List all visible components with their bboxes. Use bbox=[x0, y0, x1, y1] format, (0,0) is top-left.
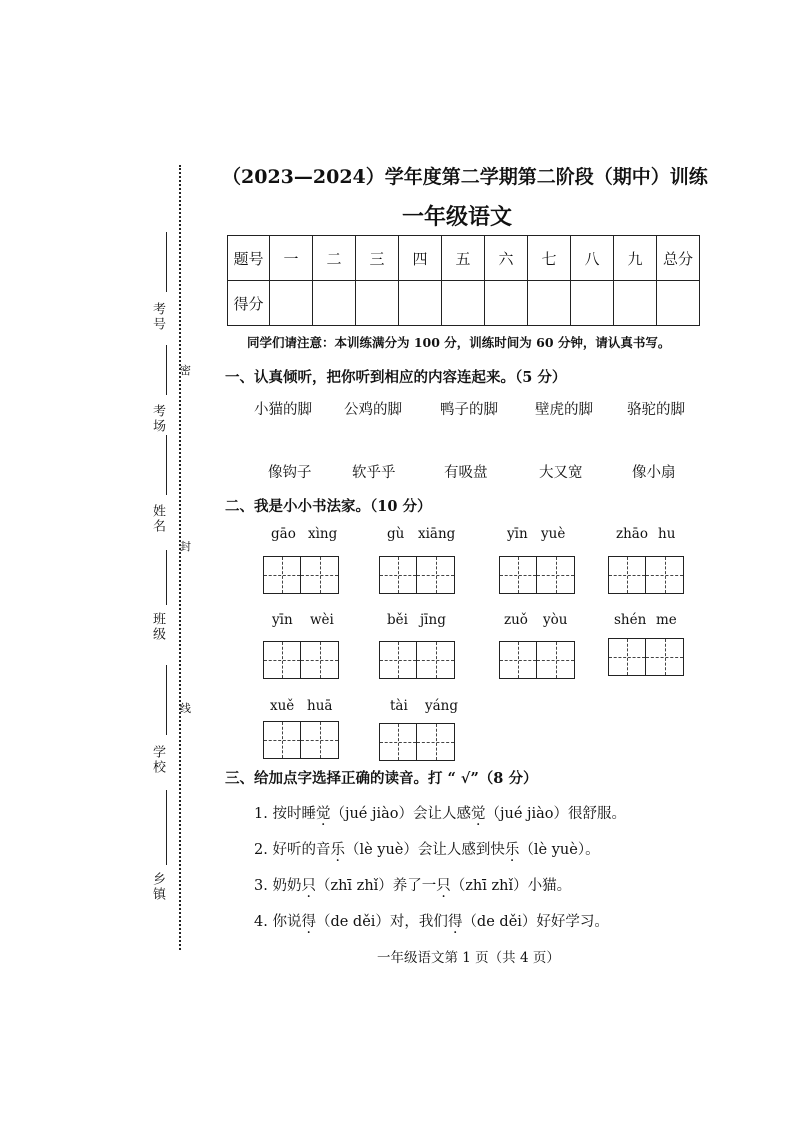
q3-s2-text: （lè yuè）。 bbox=[519, 842, 600, 858]
pinyin: yuè bbox=[541, 526, 566, 542]
seal-char-feng: 封 bbox=[180, 540, 191, 553]
seal-char-xian: 线 bbox=[180, 702, 191, 715]
writing-grid[interactable] bbox=[263, 556, 339, 594]
blank-line-xingming bbox=[166, 435, 167, 495]
exam-title: （2023—2024）学年度第二学期第二阶段（期中）训练 bbox=[222, 166, 708, 188]
score-blank bbox=[571, 281, 614, 326]
score-table-header-row bbox=[228, 236, 700, 281]
pinyin: běi bbox=[387, 612, 408, 628]
writing-grid[interactable] bbox=[263, 721, 339, 759]
q3-s1-text: （jué jiào）很舒服。 bbox=[485, 806, 627, 822]
q3-s3-text: （zhī zhǐ）小猫。 bbox=[450, 878, 572, 894]
dotted-char: 觉 bbox=[315, 806, 331, 822]
score-blank bbox=[356, 281, 399, 326]
score-cell-q4: 四 bbox=[399, 236, 442, 281]
dotted-char: 只 bbox=[436, 878, 451, 894]
writing-grid[interactable] bbox=[608, 556, 684, 594]
score-blank bbox=[442, 281, 485, 326]
pinyin: yòu bbox=[543, 612, 568, 628]
blank-line-kaohao bbox=[166, 232, 167, 292]
q3-sentence-1 bbox=[254, 802, 626, 823]
label-kaohao: 考号 bbox=[150, 302, 165, 332]
pinyin: xuě bbox=[270, 698, 295, 714]
blank-line-kaochang bbox=[166, 345, 167, 395]
pinyin: yáng bbox=[425, 698, 459, 714]
score-blank bbox=[485, 281, 528, 326]
seal-dotted-line bbox=[179, 165, 181, 950]
score-row-label: 得分 bbox=[228, 281, 270, 326]
score-blank bbox=[399, 281, 442, 326]
writing-grid[interactable] bbox=[499, 641, 575, 679]
q1-top-item: 鸭子的脚 bbox=[440, 402, 498, 418]
score-table-score-row bbox=[228, 281, 700, 326]
q3-sentence-2 bbox=[254, 838, 600, 859]
score-cell-q2: 二 bbox=[313, 236, 356, 281]
pinyin: zuǒ bbox=[504, 612, 528, 628]
q3-s2-text: 2. 好听的音 bbox=[254, 842, 331, 858]
q3-s3-text: 3. 奶奶 bbox=[254, 878, 302, 894]
q3-sentence-4 bbox=[254, 910, 609, 931]
q3-heading: 三、给加点字选择正确的读音。打 “ √”（8 分） bbox=[225, 770, 538, 787]
dotted-char: 得 bbox=[301, 914, 316, 930]
pinyin: xìng bbox=[308, 526, 338, 542]
pinyin: gāo bbox=[271, 526, 296, 542]
seal-char-mi: 密 bbox=[180, 364, 191, 377]
pinyin: huā bbox=[307, 698, 333, 714]
blank-line-xiangzhen bbox=[166, 790, 167, 865]
q3-s4-text: （de děi）好好学习。 bbox=[462, 914, 609, 930]
q3-s1-text: （jué jiào）会让人感 bbox=[330, 806, 471, 822]
score-cell-q9: 九 bbox=[614, 236, 657, 281]
score-cell-q5: 五 bbox=[442, 236, 485, 281]
q1-heading: 一、认真倾听，把你听到相应的内容连起来。（5 分） bbox=[225, 369, 567, 386]
q1-bottom-item: 像小扇 bbox=[632, 465, 676, 481]
blank-line-xuexiao bbox=[166, 665, 167, 735]
q2-heading: 二、我是小小书法家。（10 分） bbox=[225, 498, 432, 515]
dotted-char: 乐 bbox=[330, 842, 345, 858]
pinyin: xiāng bbox=[418, 526, 456, 542]
pinyin: yīn bbox=[507, 526, 528, 542]
q1-top-item: 壁虎的脚 bbox=[535, 402, 593, 418]
dotted-char: 乐 bbox=[504, 842, 520, 858]
score-blank bbox=[270, 281, 313, 326]
q1-bottom-item: 软乎乎 bbox=[352, 465, 396, 481]
blank-line-banji bbox=[166, 550, 167, 605]
dotted-char: 得 bbox=[447, 914, 463, 930]
q1-top-item: 骆驼的脚 bbox=[627, 402, 685, 418]
writing-grid[interactable] bbox=[499, 556, 575, 594]
score-cell-q3: 三 bbox=[356, 236, 399, 281]
q3-sentence-3 bbox=[254, 874, 571, 895]
pinyin: shén bbox=[614, 612, 647, 628]
q3-s1-text: 1. 按时睡 bbox=[254, 806, 316, 822]
score-blank bbox=[614, 281, 657, 326]
label-kaochang: 考场 bbox=[150, 404, 165, 434]
score-cell-total: 总分 bbox=[657, 236, 700, 281]
score-blank bbox=[528, 281, 571, 326]
exam-subtitle: 一年级语文 bbox=[402, 204, 513, 230]
q1-bottom-item: 像钩子 bbox=[268, 465, 312, 481]
pinyin: tài bbox=[390, 698, 408, 714]
pinyin: hu bbox=[658, 526, 676, 542]
score-cell-q7: 七 bbox=[528, 236, 571, 281]
pinyin: zhāo bbox=[616, 526, 648, 542]
writing-grid[interactable] bbox=[379, 641, 455, 679]
q3-s2-text: （lè yuè）会让人感到快 bbox=[344, 842, 505, 858]
score-cell-q6: 六 bbox=[485, 236, 528, 281]
pinyin: gù bbox=[387, 526, 405, 542]
writing-grid[interactable] bbox=[608, 638, 684, 676]
q3-s4-text: 4. 你说 bbox=[254, 914, 302, 930]
pinyin: me bbox=[656, 612, 677, 628]
q1-bottom-item: 大又宽 bbox=[539, 465, 583, 481]
q1-bottom-item: 有吸盘 bbox=[444, 465, 488, 481]
dotted-char: 只 bbox=[301, 878, 316, 894]
label-banji: 班级 bbox=[150, 612, 165, 642]
label-xiangzhen: 乡镇 bbox=[150, 872, 165, 902]
q1-top-item: 公鸡的脚 bbox=[344, 402, 402, 418]
pinyin: jīng bbox=[420, 612, 446, 628]
q3-s4-text: （de děi）对，我们 bbox=[315, 914, 448, 930]
score-cell-label: 题号 bbox=[228, 236, 270, 281]
score-blank bbox=[313, 281, 356, 326]
score-blank bbox=[657, 281, 700, 326]
label-xingming: 姓名 bbox=[150, 504, 165, 534]
q3-s3-text: （zhī zhǐ）养了一 bbox=[315, 878, 437, 894]
dotted-char: 觉 bbox=[471, 806, 486, 822]
pinyin: yīn bbox=[272, 612, 293, 628]
page-footer: 一年级语文第 1 页（共 4 页） bbox=[377, 950, 560, 966]
score-cell-q8: 八 bbox=[571, 236, 614, 281]
score-table bbox=[227, 235, 700, 326]
score-cell-q1: 一 bbox=[270, 236, 313, 281]
q1-top-item: 小猫的脚 bbox=[254, 402, 312, 418]
label-xuexiao: 学校 bbox=[150, 745, 165, 775]
writing-grid[interactable] bbox=[263, 641, 339, 679]
writing-grid[interactable] bbox=[379, 556, 455, 594]
pinyin: wèi bbox=[310, 612, 334, 628]
notice-text: 同学们请注意：本训练满分为 100 分，训练时间为 60 分钟，请认真书写。 bbox=[247, 335, 671, 350]
writing-grid[interactable] bbox=[379, 723, 455, 761]
